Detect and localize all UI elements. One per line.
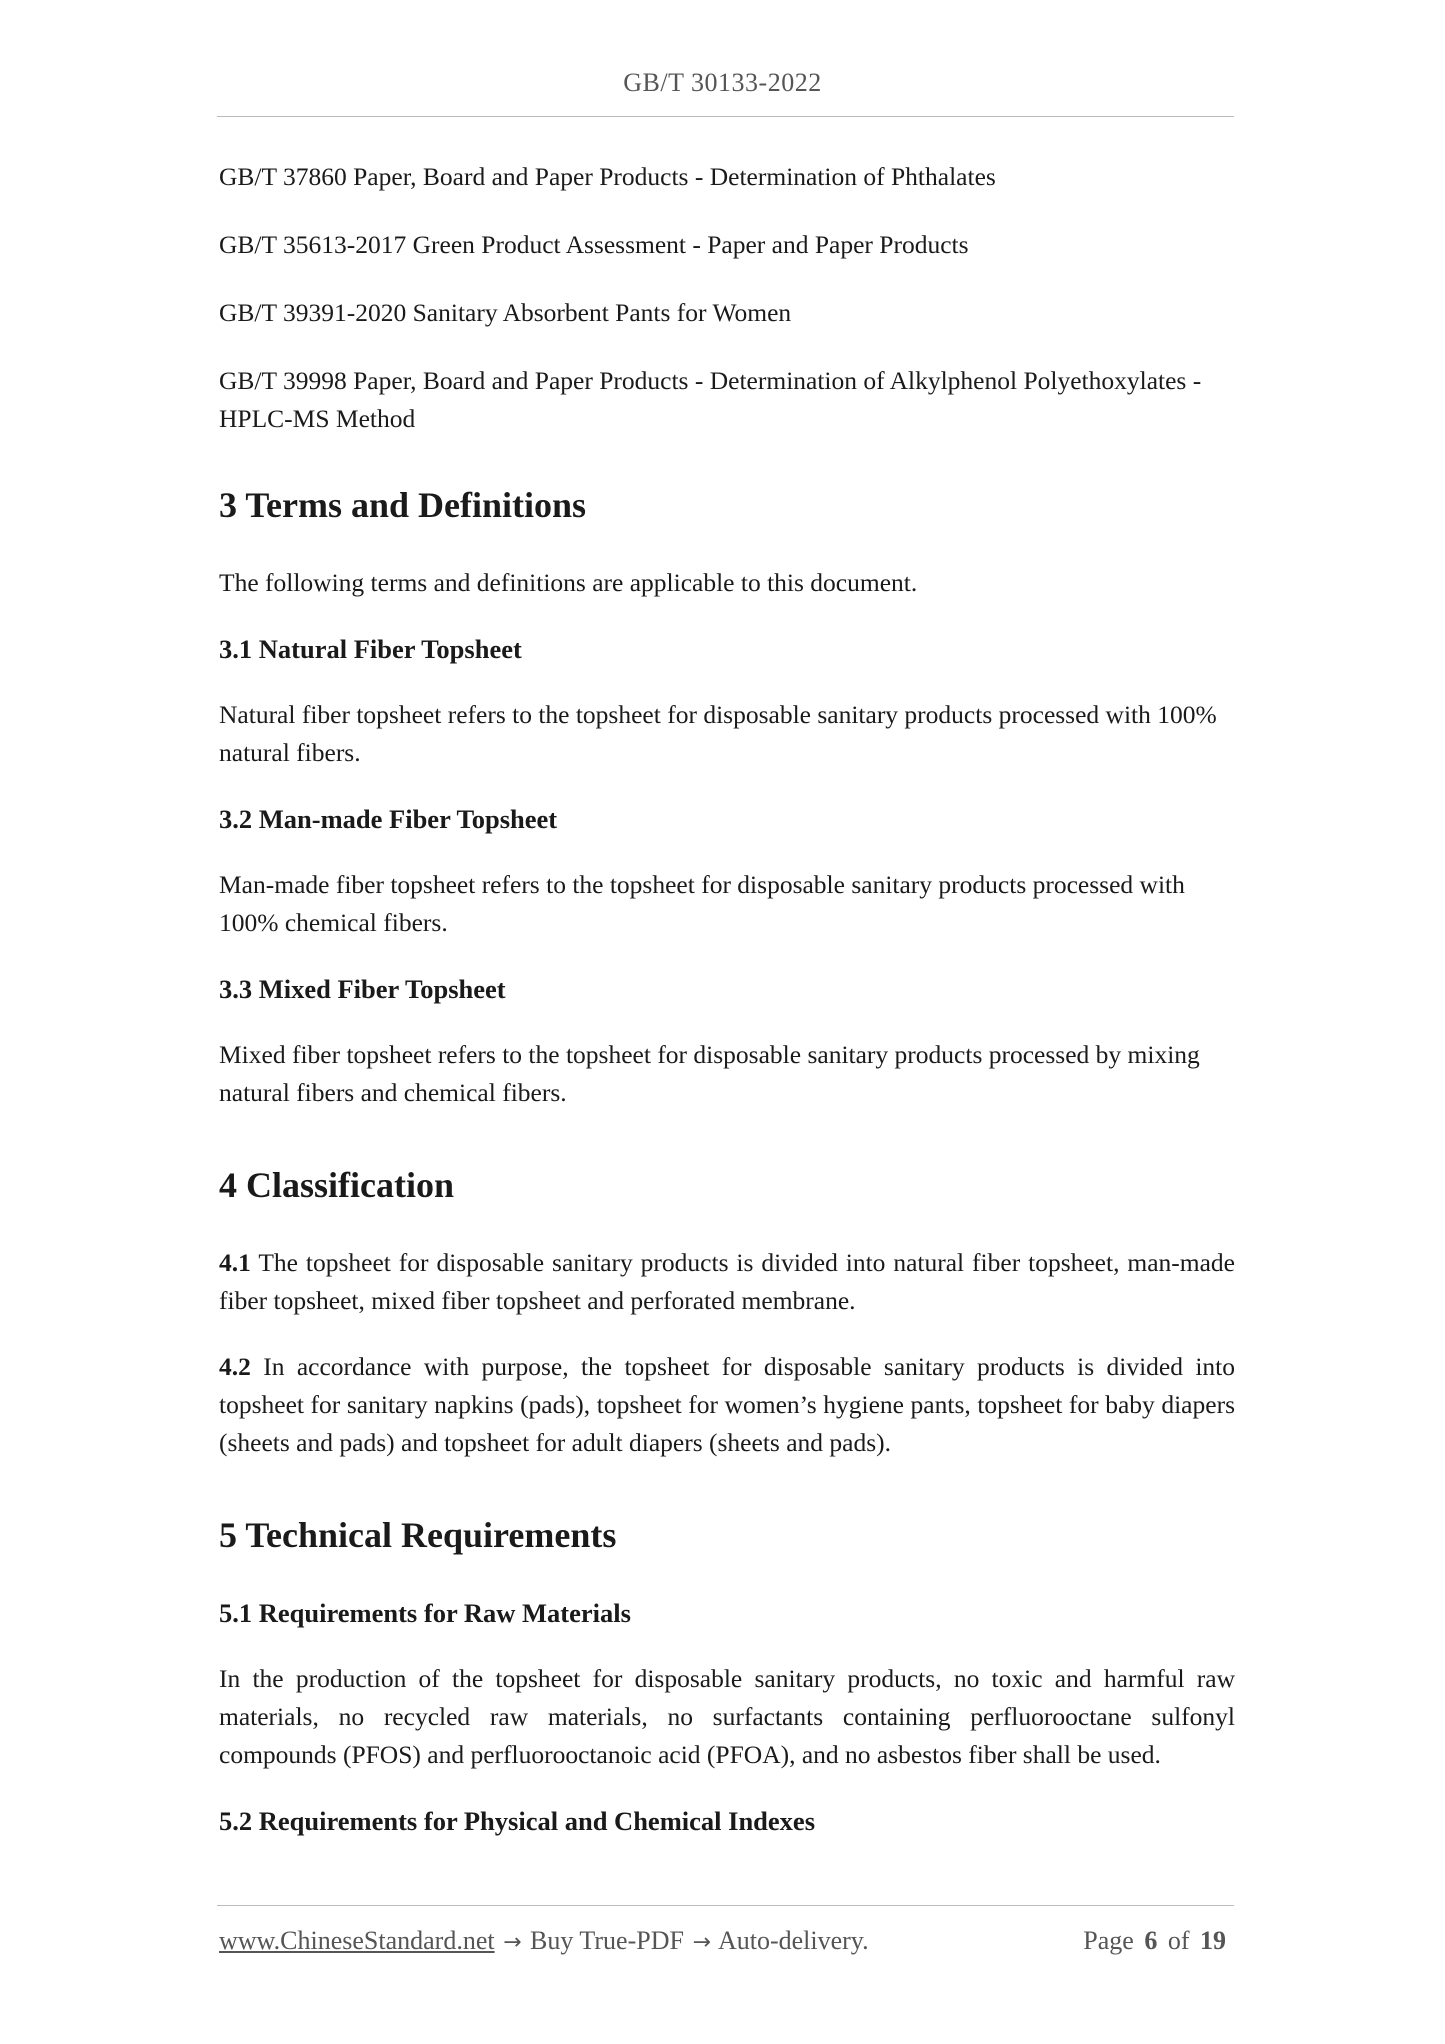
- subsection-heading-raw-materials: 5.1 Requirements for Raw Materials: [219, 1598, 631, 1628]
- term-definition-natural-fiber: Natural fiber topsheet refers to the topsheet for disposable sanitary products processed with 100% natural fibers.: [219, 700, 1217, 767]
- clause-4-1: [219, 1244, 1235, 1320]
- total-page-number: 19: [1200, 1926, 1226, 1955]
- section-intro: The following terms and definitions are applicable to this document.: [219, 568, 918, 597]
- reference-item: GB/T 35613-2017 Green Product Assessment - Paper and Paper Products: [219, 230, 969, 259]
- arrow-right-icon: →: [503, 1930, 522, 1955]
- clause-text: The topsheet for disposable sanitary products is divided into natural fiber topsheet, man-made fiber topsheet, mixed fiber topsheet and perforated membrane.: [219, 1248, 1235, 1315]
- section-heading-classification: 4 Classification: [219, 1165, 455, 1205]
- header-divider: [217, 116, 1234, 117]
- term-definition-man-made-fiber: Man-made fiber topsheet refers to the topsheet for disposable sanitary products processed with 100% chemical fibers.: [219, 870, 1185, 937]
- term-definition-mixed-fiber: Mixed fiber topsheet refers to the topsheet for disposable sanitary products processed by mixing natural fibers and chemical fibers.: [219, 1040, 1200, 1107]
- arrow-right-icon: →: [692, 1930, 711, 1955]
- term-heading-man-made-fiber: 3.2 Man-made Fiber Topsheet: [219, 804, 558, 834]
- clause-4-2: [219, 1348, 1235, 1462]
- clause-text: In accordance with purpose, the topsheet for disposable sanitary products is divided into topsheet for sanitary napkins (pads), topsheet for women’s hygiene pants, topsheet for baby diapers (sheets and pads) and topsheet for adult diapers (sheets and pads).: [219, 1352, 1236, 1457]
- site-link[interactable]: www.ChineseStandard.net: [219, 1926, 495, 1955]
- term-heading-mixed-fiber: 3.3 Mixed Fiber Topsheet: [219, 974, 506, 1004]
- clause-number: 4.1: [219, 1248, 251, 1277]
- footer-delivery-text: Auto-delivery.: [717, 1926, 869, 1955]
- page-label: Page: [1083, 1926, 1134, 1955]
- page-indicator: [1083, 1926, 1230, 1956]
- reference-item: GB/T 39391-2020 Sanitary Absorbent Pants for Women: [219, 298, 792, 327]
- of-label: of: [1167, 1926, 1190, 1955]
- current-page-number: 6: [1144, 1926, 1158, 1955]
- term-heading-natural-fiber: 3.1 Natural Fiber Topsheet: [219, 634, 522, 664]
- clause-number: 4.2: [219, 1352, 251, 1381]
- page-content: [219, 158, 1235, 1868]
- footer-promo: [219, 1926, 869, 1956]
- subsection-heading-physical-chemical: 5.2 Requirements for Physical and Chemical Indexes: [219, 1806, 816, 1836]
- reference-item: GB/T 39998 Paper, Board and Paper Products - Determination of Alkylphenol Polyethoxylates - HPLC-MS Method: [219, 366, 1202, 433]
- section-heading-terms: 3 Terms and Definitions: [219, 485, 587, 525]
- reference-item: GB/T 37860 Paper, Board and Paper Products - Determination of Phthalates: [219, 162, 996, 191]
- raw-materials-text: In the production of the topsheet for disposable sanitary products, no toxic and harmful raw materials, no recycled raw materials, no surfactants containing perfluorooctane sulfonyl compounds (PFOS) and perfluorooctanoic acid (PFOA), and no asbestos fiber shall be used.: [219, 1664, 1235, 1769]
- footer-divider: [217, 1905, 1234, 1906]
- page-footer: [219, 1926, 1230, 1966]
- footer-buy-text: Buy True-PDF: [530, 1926, 684, 1955]
- header-title: GB/T 30133-2022: [623, 68, 822, 97]
- section-heading-technical-requirements: 5 Technical Requirements: [219, 1515, 617, 1555]
